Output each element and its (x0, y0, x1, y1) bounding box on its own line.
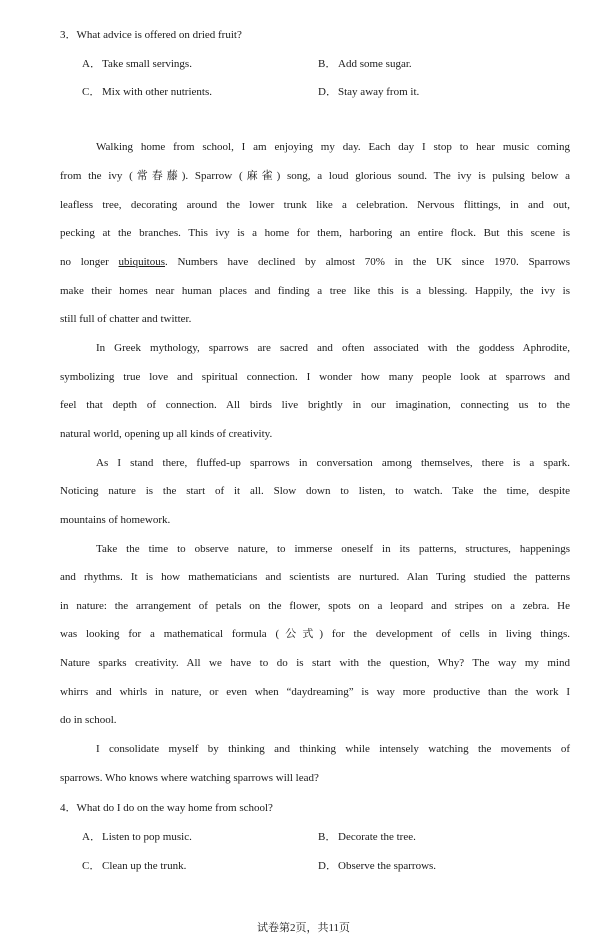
option-text: Mix with other nutrients. (102, 86, 212, 98)
passage-p1-line-1: Walking home from school, I am enjoying my day. Each day I stop to hear music coming (96, 141, 570, 153)
passage-p3-line-1: As I stand there, fluffed-up sparrows in conversation among themselves, there is a spark. (96, 457, 570, 469)
option-text: Take small servings. (102, 58, 192, 70)
question-4-option-d[interactable] (318, 857, 436, 873)
option-text: Stay away from it. (338, 86, 420, 98)
option-letter: A． (82, 58, 101, 70)
question-4-option-c[interactable] (82, 857, 186, 873)
underlined-word: ubiquitous (118, 256, 165, 268)
text-run: no longer (60, 256, 119, 268)
question-3-option-a[interactable] (82, 55, 192, 71)
option-letter: A． (82, 831, 101, 843)
option-letter: D． (318, 860, 337, 872)
option-letter: C． (82, 860, 101, 872)
passage-p2-line-4: natural world, opening up all kinds of creativity. (60, 428, 273, 440)
passage-p4-line-4: was looking for a mathematical formula (公式) for the development of cells in living things. (60, 628, 570, 640)
passage-p1-line-7: still full of chatter and twitter. (60, 313, 192, 325)
question-3-option-b[interactable] (318, 55, 412, 71)
option-text: Listen to pop music. (102, 831, 192, 843)
passage-p1-line-4: pecking at the branches. This ivy is a home for them, harboring an entire flock. But this scene is (60, 227, 570, 239)
option-letter: D． (318, 86, 337, 98)
passage-p2-line-2: symbolizing true love and spiritual connection. I wonder how many people look at sparrows and (60, 371, 570, 383)
passage-p4-line-1: Take the time to observe nature, to immerse oneself in its patterns, structures, happenings (96, 543, 570, 555)
passage-p2-line-3: feel that depth of connection. All birds live brightly in our imagination, connecting us to the (60, 399, 570, 411)
question-4-option-a[interactable] (82, 828, 192, 844)
question-4-stem: 4．What do I do on the way home from school? (60, 802, 273, 814)
passage-p3-line-2: Noticing nature is the start of it all. Slow down to listen, to watch. Take the time, despite (60, 485, 570, 497)
passage-p3-line-3: mountains of homework. (60, 514, 171, 526)
option-letter: B． (318, 58, 337, 70)
passage-p1-line-5 (60, 255, 570, 269)
question-4-option-b[interactable] (318, 828, 416, 844)
page-footer: 试卷第2页，共11页 (256, 922, 351, 934)
option-text: Clean up the trunk. (102, 860, 187, 872)
option-letter: C． (82, 86, 101, 98)
question-3-stem: 3．What advice is offered on dried fruit? (60, 29, 242, 41)
passage-p5-line-1: I consolidate myself by thinking and thinking while intensely watching the movements of (96, 743, 570, 755)
passage-p5-line-2: sparrows. Who knows where watching sparrows will lead? (60, 772, 319, 784)
passage-p4-line-2: and rhythms. It is how mathematicians and scientists are nurtured. Alan Turing studied the patterns (60, 571, 570, 583)
passage-p1-line-2: from the ivy (常春藤). Sparrow (麻雀) song, a loud glorious sound. The ivy is pulsing below a (60, 170, 570, 182)
passage-p1-line-3: leafless tree, decorating around the lower trunk like a celebration. Nervous flittings, in and out, (60, 199, 570, 211)
option-letter: B． (318, 831, 337, 843)
text-run: . Numbers have declined by almost 70% in the UK since 1970. Sparrows (165, 256, 570, 268)
option-text: Add some sugar. (338, 58, 412, 70)
passage-p1-line-6: make their homes near human places and finding a tree like this is a blessing. Happily, the ivy is (60, 285, 570, 297)
option-text: Observe the sparrows. (338, 860, 437, 872)
question-3-option-c[interactable] (82, 83, 212, 99)
passage-p4-line-7: do in school. (60, 714, 117, 726)
option-text: Decorate the tree. (338, 831, 416, 843)
question-3-option-d[interactable] (318, 83, 419, 99)
passage-p4-line-5: Nature sparks creativity. All we have to do is start with the question, Why? The way my mind (60, 657, 570, 669)
passage-p4-line-6: whirrs and whirls in nature, or even when “daydreaming” is way more productive than the work I (60, 686, 570, 698)
passage-p2-line-1: In Greek mythology, sparrows are sacred and often associated with the goddess Aphrodite, (96, 342, 570, 354)
passage-p4-line-3: in nature: the arrangement of petals on the flower, spots on a leopard and stripes on a zebra. He (60, 600, 570, 612)
